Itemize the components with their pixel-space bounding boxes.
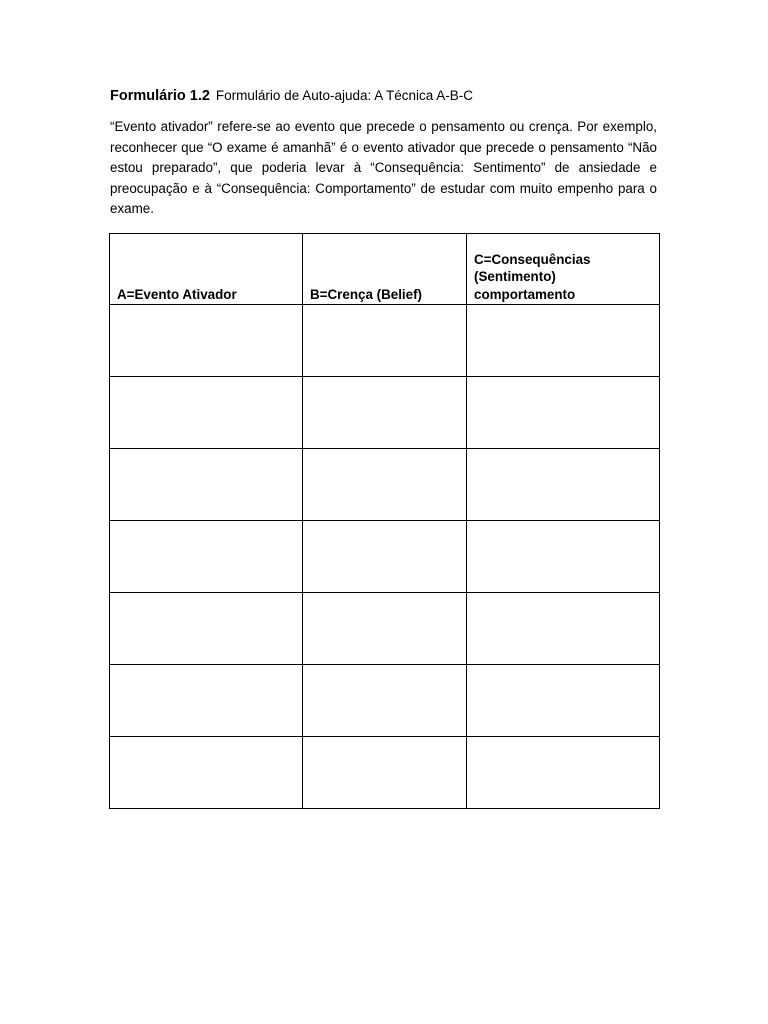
table-row (110, 305, 660, 377)
cell-belief[interactable] (303, 665, 467, 737)
table-row (110, 665, 660, 737)
cell-belief[interactable] (303, 737, 467, 809)
cell-activating-event[interactable] (110, 593, 303, 665)
cell-consequences[interactable] (467, 593, 660, 665)
header-consequences: C=Consequências (Sentimento) comportamento (467, 234, 660, 305)
cell-belief[interactable] (303, 305, 467, 377)
cell-activating-event[interactable] (110, 665, 303, 737)
cell-activating-event[interactable] (110, 377, 303, 449)
cell-activating-event[interactable] (110, 305, 303, 377)
table-row (110, 737, 660, 809)
table-row (110, 377, 660, 449)
cell-consequences[interactable] (467, 521, 660, 593)
form-title: Formulário de Auto-ajuda: A Técnica A-B-C (215, 88, 474, 103)
table-row (110, 593, 660, 665)
table-row (110, 449, 660, 521)
table-row (110, 521, 660, 593)
table-header-row (110, 234, 660, 305)
header-activating-event: A=Evento Ativador (110, 234, 303, 305)
form-heading (110, 86, 670, 105)
cell-activating-event[interactable] (110, 737, 303, 809)
cell-belief[interactable] (303, 521, 467, 593)
header-belief: B=Crença (Belief) (303, 234, 467, 305)
form-label: Formulário 1.2 (110, 88, 210, 104)
table-body (110, 305, 660, 809)
cell-belief[interactable] (303, 593, 467, 665)
cell-belief[interactable] (303, 449, 467, 521)
cell-activating-event[interactable] (110, 521, 303, 593)
cell-activating-event[interactable] (110, 449, 303, 521)
cell-consequences[interactable] (467, 737, 660, 809)
abc-worksheet-table (109, 233, 660, 809)
cell-consequences[interactable] (467, 305, 660, 377)
intro-paragraph: “Evento ativador” refere-se ao evento que precede o pensamento ou crença. Por exemplo, reconhecer que “O exame é amanhã” é o evento ativador que precede o pensamento “Não estou preparado”, que poderia levar à “Consequência: Sentimento” de ansiedade e preocupação e à “Consequência: Comportamento” de estudar com muito empenho para o exame. (110, 119, 657, 217)
cell-consequences[interactable] (467, 449, 660, 521)
cell-consequences[interactable] (467, 665, 660, 737)
cell-consequences[interactable] (467, 377, 660, 449)
cell-belief[interactable] (303, 377, 467, 449)
